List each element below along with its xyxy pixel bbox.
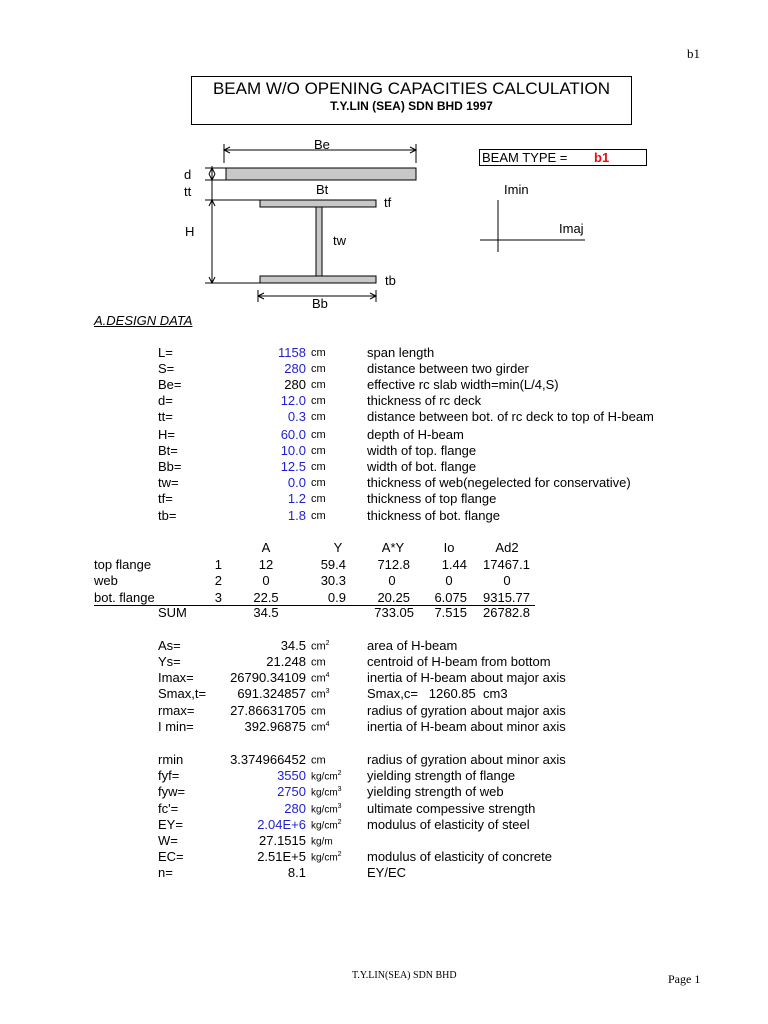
param-name: tf=: [158, 491, 173, 506]
param-value: 12.5: [280, 459, 306, 474]
param-value: 1.8: [287, 508, 306, 523]
mat-value: 2.51E+5: [257, 849, 306, 864]
mat-name: rmin: [158, 752, 184, 767]
mat-unit: kg/m: [311, 836, 333, 848]
mat-description: EY/EC: [367, 865, 407, 880]
prop-description: inertia of H-beam about minor axis: [367, 719, 566, 734]
sum-label: SUM: [158, 605, 187, 620]
cell-io: 0: [445, 573, 453, 588]
prop-value: 27.86631705: [230, 703, 306, 718]
cell-ay: 20.25: [377, 590, 410, 605]
sum-io: 7.515: [434, 605, 467, 620]
prop-unit: cm: [311, 705, 326, 718]
mat-name: fyf=: [158, 768, 180, 783]
cell-y: 0.9: [327, 590, 346, 605]
label-h: H: [185, 224, 195, 239]
param-name: tt=: [158, 409, 173, 424]
mat-value: 8.1: [287, 865, 306, 880]
mat-description: ultimate compessive strength: [367, 801, 536, 816]
mat-value: 2750: [277, 784, 306, 799]
row-label: top flange: [94, 557, 152, 572]
label-bt: Bt: [316, 182, 329, 197]
prop-name: Ys=: [158, 654, 181, 669]
param-unit: cm: [311, 363, 326, 375]
param-name: S=: [158, 361, 175, 376]
param-description: width of bot. flange: [367, 459, 477, 474]
label-tf: tf: [384, 195, 392, 210]
prop-unit: $cm^3$: [311, 688, 330, 701]
param-unit: cm: [311, 411, 326, 423]
cell-y: 59.4: [320, 557, 346, 572]
rc-deck-slab: [226, 168, 416, 180]
param-name: H=: [158, 427, 175, 442]
label-tb: tb: [385, 273, 396, 288]
param-name: Bb=: [158, 459, 182, 474]
label-imin: Imin: [504, 182, 529, 197]
bottom-flange: [260, 276, 376, 283]
top-flange: [260, 200, 376, 207]
mat-value: 3.374966452: [230, 752, 306, 767]
cell-ad2: 17467.1: [483, 557, 530, 572]
row-label: bot. flange: [94, 590, 155, 605]
page-title: BEAM W/O OPENING CAPACITIES CALCULATION: [212, 79, 611, 98]
param-value: 1158: [278, 345, 306, 360]
footer-page-number: Page 1: [668, 972, 701, 986]
prop-unit: $cm^4$: [311, 672, 330, 685]
row-number: 1: [214, 557, 222, 572]
prop-unit: $cm^2$: [311, 640, 330, 653]
cell-a: 0: [262, 573, 270, 588]
param-unit: cm: [311, 493, 326, 505]
prop-value: 392.96875: [244, 719, 306, 734]
mat-name: n=: [158, 865, 173, 880]
cell-ad2: 0: [503, 573, 511, 588]
param-unit: cm: [311, 395, 326, 407]
mat-value: 27.1515: [259, 833, 306, 848]
mat-unit: $kg/cm^2$: [311, 770, 342, 783]
param-description: depth of H-beam: [367, 427, 464, 442]
cell-io: 6.075: [434, 590, 467, 605]
param-name: Be=: [158, 377, 182, 392]
row-label: web: [94, 573, 118, 588]
sum-a: 34.5: [253, 605, 279, 620]
mat-name: fc'=: [158, 801, 179, 816]
param-description: thickness of web(negelected for conservative): [367, 475, 631, 490]
prop-name: Smax,t=: [158, 686, 207, 701]
prop-value: 26790.34109: [230, 670, 306, 685]
param-unit: cm: [311, 445, 326, 457]
web: [316, 207, 322, 276]
prop-value: 34.5: [280, 638, 306, 653]
section-heading-design-data: A.DESIGN DATA: [94, 313, 193, 328]
mat-unit: $kg/cm^3$: [311, 803, 342, 816]
prop-description: Smax,c= 1260.85 cm3: [367, 686, 508, 701]
mat-description: modulus of elasticity of steel: [367, 817, 530, 832]
prop-name: I min=: [158, 719, 194, 734]
prop-unit: cm: [311, 656, 326, 669]
label-d: d: [184, 167, 192, 182]
sum-ad2: 26782.8: [483, 605, 530, 620]
param-value: 10.0: [280, 443, 306, 458]
mat-unit: $kg/cm^2$: [311, 851, 342, 864]
mat-value: 280: [284, 801, 306, 816]
cell-io: 1.44: [441, 557, 467, 572]
cell-ad2: 9315.77: [483, 590, 530, 605]
prop-description: radius of gyration about major axis: [367, 703, 566, 718]
cell-ay: 0: [388, 573, 396, 588]
table-header: Y: [333, 540, 343, 555]
prop-description: centroid of H-beam from bottom: [367, 654, 551, 669]
mat-description: radius of gyration about minor axis: [367, 752, 566, 767]
prop-name: Imax=: [158, 670, 194, 685]
mat-unit: $kg/cm^2$: [311, 819, 342, 832]
prop-value: 691.324857: [237, 686, 306, 701]
param-value: 280: [284, 361, 306, 376]
param-description: effective rc slab width=min(L/4,S): [367, 377, 559, 392]
param-description: width of top. flange: [367, 443, 477, 458]
param-value: 0.3: [287, 409, 306, 424]
mat-value: 3550: [277, 768, 306, 783]
param-unit: cm: [311, 429, 326, 441]
mat-unit: $kg/cm^3$: [311, 786, 342, 799]
beam-type-value: b1: [594, 150, 610, 165]
mat-name: W=: [158, 833, 178, 848]
mat-name: fyw=: [158, 784, 186, 799]
mat-description: modulus of elasticity of concrete: [367, 849, 552, 864]
prop-description: area of H-beam: [367, 638, 458, 653]
prop-name: As=: [158, 638, 181, 653]
param-value: 1.2: [287, 491, 306, 506]
param-name: L=: [158, 345, 173, 360]
page-subtitle: T.Y.LIN (SEA) SDN BHD 1997: [330, 99, 493, 113]
prop-description: inertia of H-beam about major axis: [367, 670, 566, 685]
param-name: tb=: [158, 508, 177, 523]
mat-value: 2.04E+6: [257, 817, 306, 832]
cell-a: 22.5: [253, 590, 279, 605]
param-description: span length: [367, 345, 435, 360]
label-imaj: Imaj: [559, 221, 584, 236]
mat-description: yielding strength of web: [367, 784, 504, 799]
param-description: distance between two girder: [367, 361, 529, 376]
row-number: 3: [214, 590, 222, 605]
mat-unit: cm: [311, 754, 326, 767]
param-unit: cm: [311, 461, 326, 473]
param-unit: cm: [311, 477, 326, 489]
param-name: d=: [158, 393, 173, 408]
prop-unit: $cm^4$: [311, 721, 330, 734]
cell-a: 12: [258, 557, 274, 572]
param-unit: cm: [311, 510, 326, 522]
param-value: 280: [284, 377, 306, 392]
beam-section-diagram: [0, 0, 768, 330]
label-bb: Bb: [312, 296, 328, 311]
cell-ay: 712.8: [377, 557, 410, 572]
prop-name: rmax=: [158, 703, 195, 718]
label-tt: tt: [184, 184, 192, 199]
table-header: Io: [443, 540, 455, 555]
table-header: Ad2: [495, 540, 519, 555]
sum-ay: 733.05: [374, 605, 414, 620]
param-description: thickness of bot. flange: [367, 508, 500, 523]
cell-y: 30.3: [320, 573, 346, 588]
table-header: A: [261, 540, 271, 555]
footer-company: T.Y.LIN(SEA) SDN BHD: [352, 970, 457, 981]
param-description: thickness of rc deck: [367, 393, 482, 408]
beam-type-label: BEAM TYPE =: [482, 150, 568, 165]
table-header: A*Y: [381, 540, 405, 555]
label-tw: tw: [333, 233, 346, 248]
param-unit: cm: [311, 347, 326, 359]
mat-description: yielding strength of flange: [367, 768, 516, 783]
param-value: 60.0: [280, 427, 306, 442]
param-name: Bt=: [158, 443, 178, 458]
mat-name: EY=: [158, 817, 183, 832]
label-be: Be: [314, 137, 330, 152]
param-name: tw=: [158, 475, 179, 490]
param-description: thickness of top flange: [367, 491, 497, 506]
page-label: b1: [687, 46, 700, 61]
param-value: 0.0: [287, 475, 306, 490]
param-value: 12.0: [280, 393, 306, 408]
param-unit: cm: [311, 379, 326, 391]
row-number: 2: [214, 573, 222, 588]
mat-name: EC=: [158, 849, 184, 864]
param-description: distance between bot. of rc deck to top of H-beam: [367, 409, 654, 424]
prop-value: 21.248: [266, 654, 306, 669]
